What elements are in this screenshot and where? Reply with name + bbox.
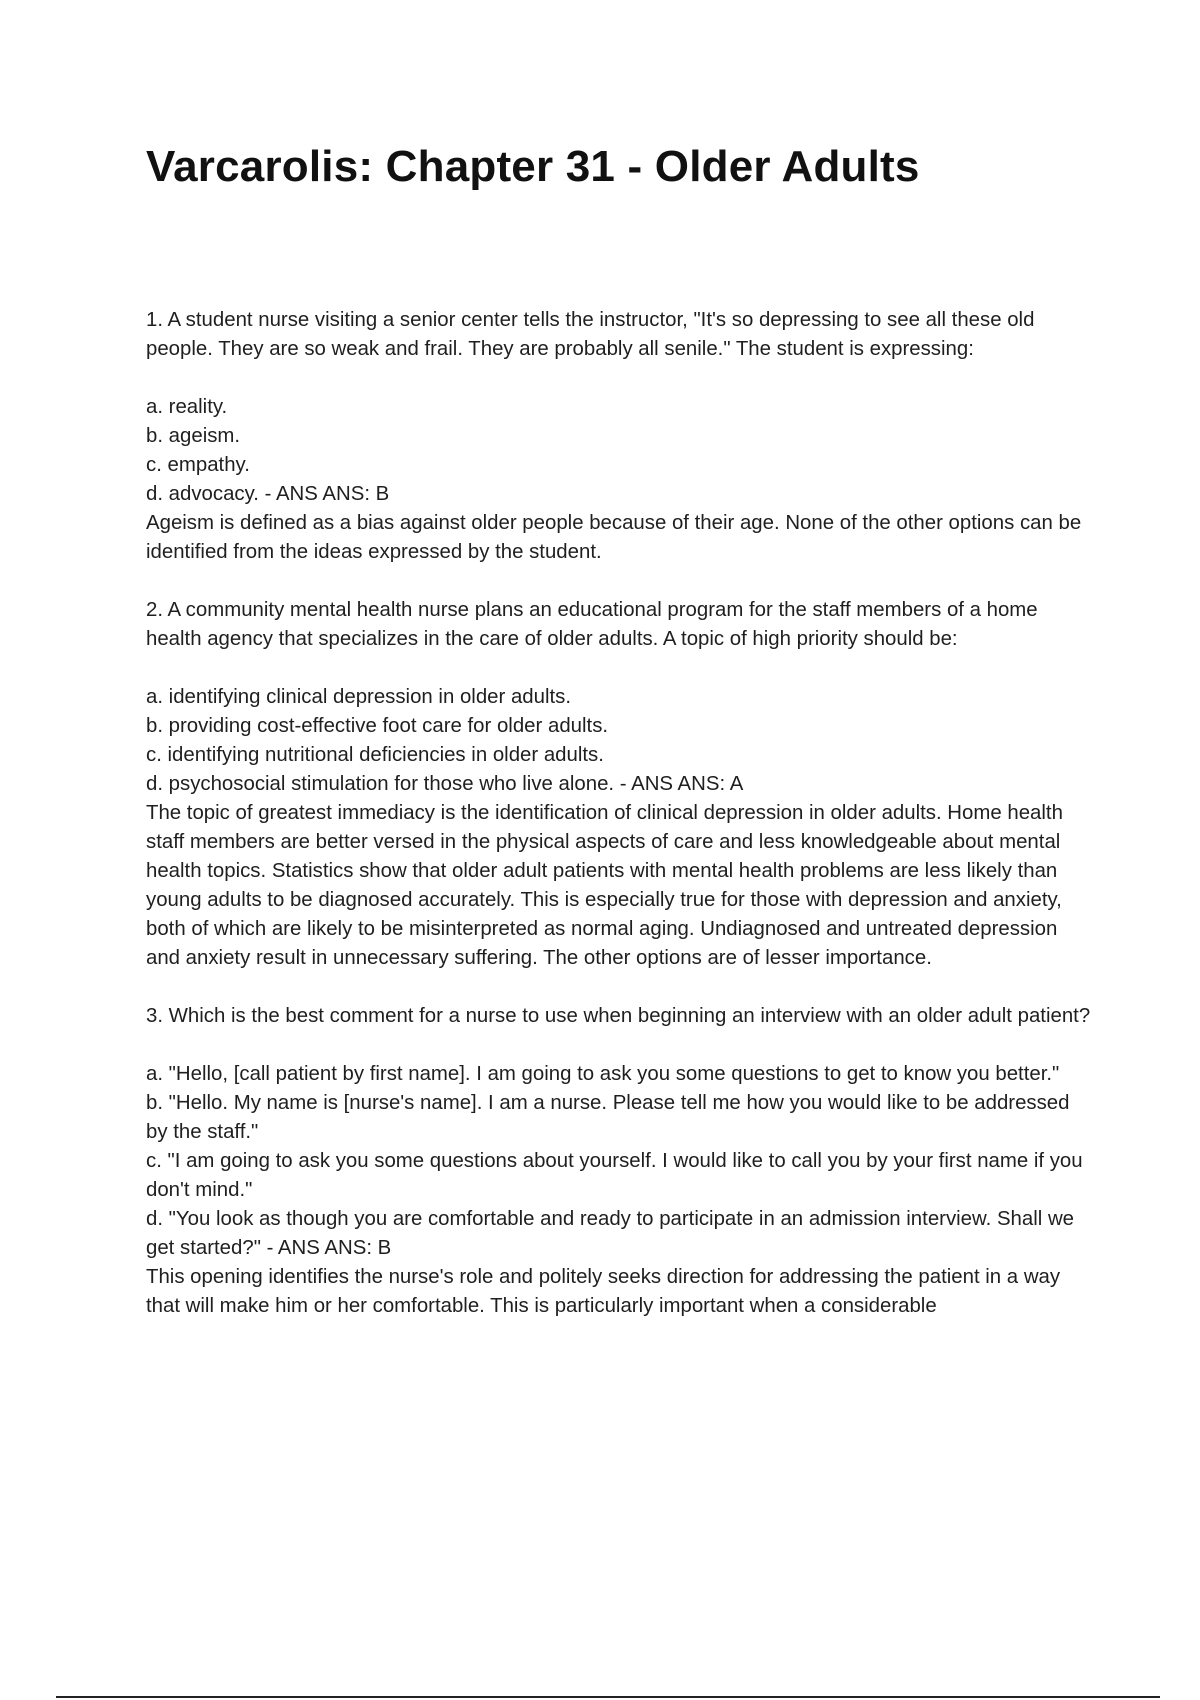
answer-choice-a: a. reality. [146,396,228,418]
answer-rationale: The topic of greatest immediacy is the identification of clinical depression in older adults. Home health staff members are better versed in the physical aspects of care and less knowledgeable about mental health topics. Statistics show that older adult patients with mental health problems are less likely than young adults to be diagnosed accurately. This is especially true for those with depression and anxiety, both of which are likely to be misinterpreted as normal aging. Undiagnosed and untreated depression and anxiety result in unnecessary suffering. The other options are of lesser importance. [146,802,1063,969]
answer-choice-b: b. "Hello. My name is [nurse's name]. I am a nurse. Please tell me how you would like to be addressed by the staff." [146,1092,1070,1143]
question-3 [146,1002,1096,1321]
answer-choice-c: c. empathy. [146,454,250,476]
answer-choice-d: d. "You look as though you are comfortable and ready to participate in an admission interview. Shall we get started?" - ANS ANS: B [146,1208,1075,1259]
answer-choice-d: d. psychosocial stimulation for those who live alone. - ANS ANS: A [146,773,744,795]
answer-choice-d: d. advocacy. - ANS ANS: B [146,483,390,505]
answer-rationale: Ageism is defined as a bias against older people because of their age. None of the other options can be identified from the ideas expressed by the student. [146,512,1082,563]
answer-choice-c: c. identifying nutritional deficiencies in older adults. [146,744,604,766]
answer-choice-c: c. "I am going to ask you some questions about yourself. I would like to call you by your first name if you don't mind." [146,1150,1083,1201]
question-list [146,306,1096,1350]
page-bottom-rule [56,1696,1160,1698]
answer-rationale: This opening identifies the nurse's role and politely seeks direction for addressing the patient in a way that will make him or her comfortable. This is particularly important when a considerable [146,1266,1061,1317]
question-1 [146,306,1096,567]
question-stem: 1. A student nurse visiting a senior center tells the instructor, "It's so depressing to see all these old people. They are so weak and frail. They are probably all senile." The student is expressing: [146,309,1035,360]
answer-choice-a: a. "Hello, [call patient by first name]. I am going to ask you some questions to get to know you better." [146,1063,1060,1085]
question-2 [146,596,1096,973]
page-title: Varcarolis: Chapter 31 - Older Adults [146,142,920,191]
question-stem: 3. Which is the best comment for a nurse to use when beginning an interview with an older adult patient? [146,1005,1091,1027]
answer-choice-a: a. identifying clinical depression in older adults. [146,686,572,708]
answer-choice-b: b. ageism. [146,425,241,447]
question-stem: 2. A community mental health nurse plans an educational program for the staff members of a home health agency that specializes in the care of older adults. A topic of high priority should be: [146,599,1038,650]
answer-choice-b: b. providing cost-effective foot care for older adults. [146,715,609,737]
